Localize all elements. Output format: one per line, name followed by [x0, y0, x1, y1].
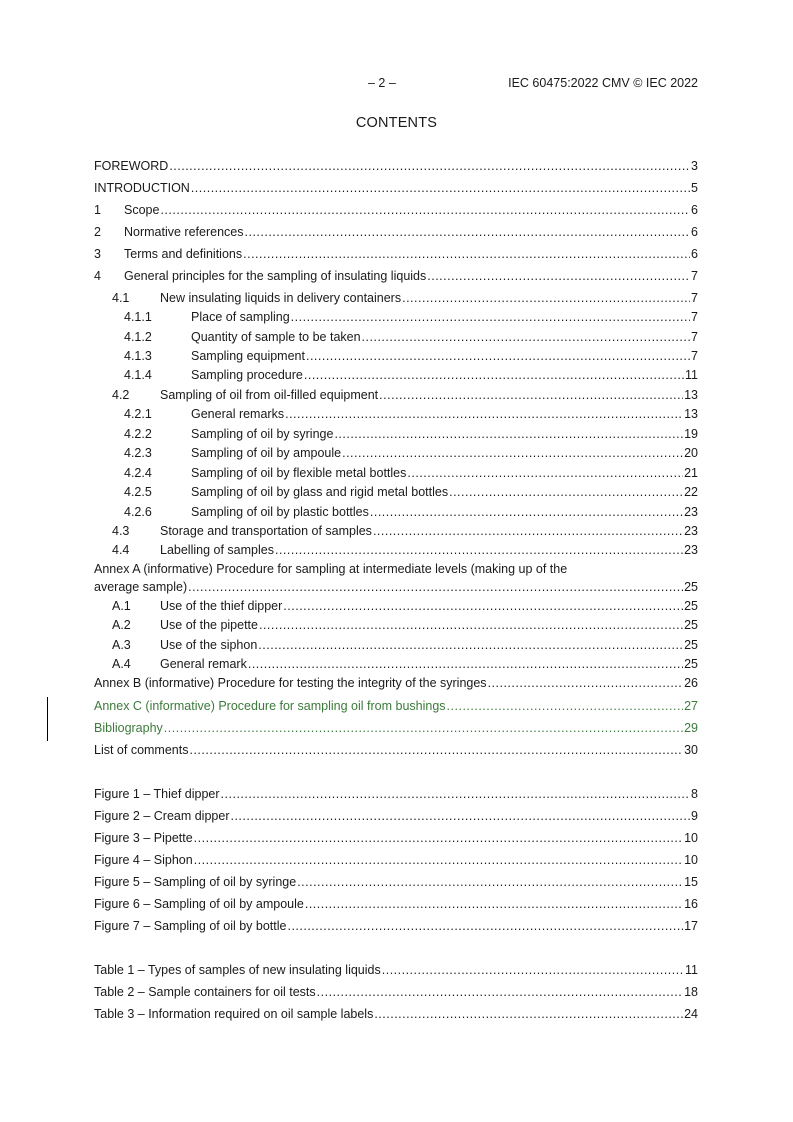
toc-entry-leader-line: [191, 444, 698, 462]
toc-entry[interactable]: [94, 873, 698, 891]
toc-entry-number: 4.2.3: [124, 446, 152, 460]
toc-entry-leader-line: [94, 895, 698, 913]
toc-entry-page: 8: [691, 787, 698, 801]
toc-entry-title: Place of sampling: [191, 310, 290, 324]
toc-entry-title: General remarks: [191, 407, 285, 421]
toc-entry-page: 15: [684, 875, 698, 889]
toc-entry-title: Scope: [124, 203, 160, 217]
toc-entry[interactable]: [94, 961, 698, 979]
toc-entry-number: 4.2.4: [124, 466, 152, 480]
toc-entry-leader-line: [94, 961, 698, 979]
toc-entry-leader-line: [191, 405, 698, 423]
dot-leader: [259, 616, 683, 634]
toc-entry-leader-line: [124, 267, 698, 285]
toc-entry[interactable]: [94, 328, 698, 346]
toc-entry[interactable]: [94, 522, 698, 540]
toc-entry-title: Use of the thief dipper: [160, 599, 283, 613]
toc-entry[interactable]: [94, 464, 698, 482]
dot-leader: [447, 697, 684, 715]
toc-entry-title: General principles for the sampling of insulating liquids: [124, 269, 427, 283]
toc-entry-number: 4.2.1: [124, 407, 152, 421]
toc-entry-number: 1: [94, 203, 101, 217]
toc-entry-leader-line: [94, 719, 698, 737]
toc-entry-leader-line: [94, 578, 698, 596]
toc-entry-page: 6: [691, 247, 698, 261]
dot-leader: [317, 983, 683, 1001]
page-number: – 2 –: [368, 76, 396, 90]
toc-entry-number: A.1: [112, 599, 131, 613]
toc-entry-page: 11: [685, 368, 698, 382]
toc-entry[interactable]: [94, 503, 698, 521]
toc-entry-page: 17: [684, 919, 698, 933]
toc-entry-leader-line: [94, 179, 698, 197]
dot-leader: [373, 522, 683, 540]
toc-entry-page: 7: [691, 269, 698, 283]
toc-entry[interactable]: [94, 616, 698, 634]
toc-entry-page: 5: [691, 181, 698, 195]
dot-leader: [427, 267, 690, 285]
toc-entry[interactable]: [94, 308, 698, 326]
toc-entry-page: 7: [691, 310, 698, 324]
toc-entry-title: Sampling of oil by glass and rigid metal bottles: [191, 485, 449, 499]
toc-entry-leader-line: [94, 785, 698, 803]
toc-entry-title: Use of the siphon: [160, 638, 258, 652]
toc-entry-leader-line: [94, 697, 698, 715]
toc-entry-page: 19: [684, 427, 698, 441]
toc-entry-title: Bibliography: [94, 721, 163, 735]
toc-entry-title: Sampling of oil from oil-filled equipment: [160, 388, 379, 402]
toc-entry-page: 27: [684, 699, 698, 713]
toc-entry-leader-line: [94, 851, 698, 869]
toc-entry-title: Sampling of oil by syringe: [191, 427, 334, 441]
toc-entry-number: 4.2: [112, 388, 130, 402]
dot-leader: [275, 541, 683, 559]
toc-entry-title: Figure 1 – Thief dipper: [94, 787, 220, 801]
toc-entry[interactable]: [94, 245, 698, 263]
toc-entry[interactable]: [94, 405, 698, 423]
dot-leader: [285, 405, 683, 423]
toc-entry-number: 4.1.2: [124, 330, 152, 344]
toc-entry-leader-line: [94, 873, 698, 891]
toc-entry[interactable]: [94, 895, 698, 913]
toc-entry[interactable]: [94, 807, 698, 825]
dot-leader: [287, 917, 683, 935]
toc-entry-page: 6: [691, 203, 698, 217]
toc-entry-page: 10: [684, 853, 698, 867]
toc-entry-leader-line: [160, 541, 698, 559]
dot-leader: [248, 655, 683, 673]
dot-leader: [334, 425, 683, 443]
toc-entry-page: 16: [684, 897, 698, 911]
toc-entry-title: FOREWORD: [94, 159, 169, 173]
toc-entry-leader-line: [191, 366, 698, 384]
toc-entry-number: 4.1.3: [124, 349, 152, 363]
toc-entry-number: 4.1.4: [124, 368, 152, 382]
dot-leader: [160, 201, 690, 219]
dot-leader: [305, 895, 683, 913]
toc-entry-title: Quantity of sample to be taken: [191, 330, 361, 344]
toc-entry-leader-line: [94, 1005, 698, 1023]
toc-entry[interactable]: [94, 1005, 698, 1023]
toc-entry-title: Table 3 – Information required on oil sample labels: [94, 1007, 374, 1021]
toc-entry-title: Sampling equipment: [191, 349, 305, 363]
dot-leader: [191, 179, 690, 197]
toc-entry-page: 11: [685, 963, 698, 977]
toc-entry-leader-line: [94, 741, 698, 759]
toc-entry-title: Terms and definitions: [124, 247, 243, 261]
toc-entry-title: Table 2 – Sample containers for oil tests: [94, 985, 316, 999]
toc-entry[interactable]: [94, 386, 698, 404]
toc-entry-leader-line: [124, 245, 698, 263]
toc-entry-number: A.2: [112, 618, 131, 632]
toc-entry-number: 3: [94, 247, 101, 261]
toc-entry-page: 23: [684, 524, 698, 538]
toc-entry-number: 4.1.1: [124, 310, 152, 324]
toc-entry-page: 23: [684, 505, 698, 519]
dot-leader: [258, 636, 683, 654]
toc-entry-leader-line: [124, 201, 698, 219]
toc-entry-page: 6: [691, 225, 698, 239]
toc-entry[interactable]: [94, 983, 698, 1001]
toc-entry-page: 26: [684, 676, 698, 690]
toc-entry-leader-line: [160, 289, 698, 307]
toc-entry-leader-line: [160, 386, 698, 404]
toc-entry[interactable]: [94, 785, 698, 803]
toc-entry[interactable]: [94, 201, 698, 219]
toc-entry-title: List of comments: [94, 743, 189, 757]
toc-entry-leader-line: [160, 522, 698, 540]
toc-entry[interactable]: [94, 697, 698, 715]
dot-leader: [221, 785, 691, 803]
toc-entry[interactable]: [94, 674, 698, 692]
toc-entry-number: A.3: [112, 638, 131, 652]
toc-entry[interactable]: [94, 179, 698, 197]
toc-entry[interactable]: [94, 719, 698, 737]
revision-change-bar: [47, 697, 48, 741]
dot-leader: [342, 444, 683, 462]
toc-entry-leader-line: [160, 636, 698, 654]
toc-entry-title: Annex B (informative) Procedure for testing the integrity of the syringes: [94, 676, 487, 690]
toc-entry-page: 3: [691, 159, 698, 173]
toc-entry-leader-line: [191, 464, 698, 482]
toc-entry[interactable]: [94, 636, 698, 654]
dot-leader: [283, 597, 683, 615]
toc-entry-number: 4.3: [112, 524, 130, 538]
dot-leader: [164, 719, 683, 737]
toc-entry-title: Figure 3 – Pipette: [94, 831, 193, 845]
toc-entry-number: 4.2.6: [124, 505, 152, 519]
dot-leader: [362, 328, 691, 346]
toc-entry-title: Use of the pipette: [160, 618, 258, 632]
toc-entry[interactable]: [94, 560, 698, 596]
dot-leader: [243, 245, 690, 263]
toc-entry-page: 25: [684, 638, 698, 652]
toc-entry-leader-line: [191, 483, 698, 501]
toc-entry-title: General remark: [160, 657, 247, 671]
toc-entry[interactable]: [94, 267, 698, 285]
toc-entry-page: 13: [684, 388, 698, 402]
dot-leader: [449, 483, 683, 501]
dot-leader: [304, 366, 684, 384]
toc-entry-title: Table 1 – Types of samples of new insulating liquids: [94, 963, 381, 977]
toc-entry-leader-line: [191, 425, 698, 443]
dot-leader: [194, 829, 683, 847]
toc-entry-title: Sampling of oil by flexible metal bottles: [191, 466, 407, 480]
toc-entry[interactable]: [94, 289, 698, 307]
toc-entry-leader-line: [94, 807, 698, 825]
toc-entry-leader-line: [160, 655, 698, 673]
toc-entry-page: 13: [684, 407, 698, 421]
toc-entry-number: 4.4: [112, 543, 130, 557]
toc-entry-page: 23: [684, 543, 698, 557]
toc-entry-title: Labelling of samples: [160, 543, 274, 557]
toc-entry-title: INTRODUCTION: [94, 181, 190, 195]
contents-title: CONTENTS: [355, 115, 438, 131]
toc-entry[interactable]: [94, 366, 698, 384]
toc-entry-leader-line: [94, 917, 698, 935]
toc-entry[interactable]: [94, 597, 698, 615]
dot-leader: [230, 807, 690, 825]
toc-entry-leader-line: [191, 328, 698, 346]
toc-entry-leader-line: [191, 308, 698, 326]
toc-entry-number: 4.2.5: [124, 485, 152, 499]
toc-entry-title: Figure 7 – Sampling of oil by bottle: [94, 919, 287, 933]
toc-entry-title-line1: Annex A (informative) Procedure for sampling at intermediate levels (making up of the: [94, 562, 568, 576]
dot-leader: [382, 961, 684, 979]
toc-entry[interactable]: [94, 483, 698, 501]
toc-entry[interactable]: [94, 829, 698, 847]
toc-entry-leader-line: [94, 157, 698, 175]
toc-entry-page: 22: [684, 485, 698, 499]
toc-entry-number: 4.1: [112, 291, 130, 305]
dot-leader: [306, 347, 690, 365]
toc-entry[interactable]: [94, 741, 698, 759]
toc-entry[interactable]: [94, 223, 698, 241]
toc-entry-number: 4: [94, 269, 101, 283]
toc-entry-leader-line: [160, 597, 698, 615]
toc-entry-title: Storage and transportation of samples: [160, 524, 372, 538]
toc-entry-leader-line: [94, 829, 698, 847]
toc-entry-page: 29: [684, 721, 698, 735]
toc-entry-leader-line: [191, 503, 698, 521]
dot-leader: [488, 674, 684, 692]
toc-entry-page: 24: [684, 1007, 698, 1021]
page-header: [94, 76, 698, 92]
toc-entry-title: average sample): [94, 580, 188, 594]
toc-entry-page: 20: [684, 446, 698, 460]
dot-leader: [245, 223, 691, 241]
dot-leader: [169, 157, 690, 175]
dot-leader: [291, 308, 690, 326]
toc-entry-leader-line: [94, 674, 698, 692]
toc-entry-number: A.4: [112, 657, 131, 671]
toc-entry-title: Normative references: [124, 225, 244, 239]
toc-entry-title: Figure 6 – Sampling of oil by ampoule: [94, 897, 304, 911]
toc-entry-leader-line: [191, 347, 698, 365]
toc-entry-page: 10: [684, 831, 698, 845]
dot-leader: [189, 741, 683, 759]
toc-entry-page: 7: [691, 291, 698, 305]
dot-leader: [407, 464, 683, 482]
toc-entry-number: 4.2.2: [124, 427, 152, 441]
toc-entry[interactable]: [94, 917, 698, 935]
document-identifier: IEC 60475:2022 CMV © IEC 2022: [508, 76, 698, 90]
toc-entry-title: Figure 5 – Sampling of oil by syringe: [94, 875, 297, 889]
toc-entry[interactable]: [94, 541, 698, 559]
dot-leader: [374, 1005, 683, 1023]
toc-entry[interactable]: [94, 157, 698, 175]
dot-leader: [379, 386, 683, 404]
toc-entry-page: 7: [691, 330, 698, 344]
dot-leader: [297, 873, 683, 891]
toc-entry[interactable]: [94, 655, 698, 673]
dot-leader: [402, 289, 690, 307]
dot-leader: [194, 851, 683, 869]
toc-entry-page: 9: [691, 809, 698, 823]
toc-entry[interactable]: [94, 851, 698, 869]
toc-entry-leader-line: [160, 616, 698, 634]
toc-entry-page: 25: [684, 618, 698, 632]
toc-entry-page: 25: [684, 599, 698, 613]
toc-entry-page: 30: [684, 743, 698, 757]
toc-entry-title: Sampling procedure: [191, 368, 303, 382]
toc-entry[interactable]: [94, 347, 698, 365]
toc-entry[interactable]: [94, 444, 698, 462]
dot-leader: [370, 503, 683, 521]
toc-entry-page: 7: [691, 349, 698, 363]
toc-entry-leader-line: [124, 223, 698, 241]
toc-entry-leader-line: [94, 983, 698, 1001]
toc-entry-title: Sampling of oil by ampoule: [191, 446, 342, 460]
toc-entry-page: 25: [684, 580, 698, 594]
toc-entry-title: Sampling of oil by plastic bottles: [191, 505, 369, 519]
toc-entry[interactable]: [94, 425, 698, 443]
toc-entry-page: 21: [684, 466, 698, 480]
toc-entry-title: Annex C (informative) Procedure for sampling oil from bushings: [94, 699, 446, 713]
toc-entry-title: Figure 2 – Cream dipper: [94, 809, 230, 823]
toc-entry-number: 2: [94, 225, 101, 239]
toc-entry-title: New insulating liquids in delivery containers: [160, 291, 402, 305]
toc-entry-title: Figure 4 – Siphon: [94, 853, 193, 867]
toc-entry-page: 18: [684, 985, 698, 999]
dot-leader: [188, 578, 683, 596]
toc-entry-page: 25: [684, 657, 698, 671]
